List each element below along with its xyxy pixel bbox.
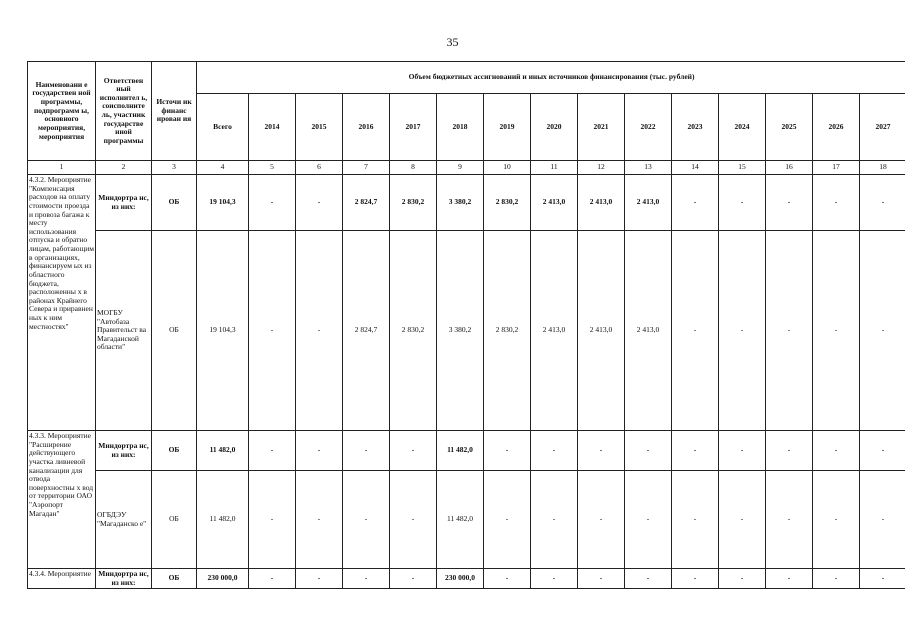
table-row: [28, 175, 905, 231]
header-volume: Объем бюджетных ассигнований и иных источников финансирования (тыс. рублей): [197, 62, 905, 94]
header-year: 2020: [531, 94, 578, 161]
value-cell: -: [249, 471, 296, 569]
value-cell: -: [484, 569, 531, 589]
header-year: 2019: [484, 94, 531, 161]
value-cell: -: [860, 569, 905, 589]
value-cell: 2 830,2: [484, 175, 531, 231]
value-cell: -: [672, 471, 719, 569]
value-cell: -: [625, 471, 672, 569]
value-cell: -: [296, 431, 343, 471]
value-cell: 2 413,0: [625, 175, 672, 231]
column-number: 11: [531, 161, 578, 175]
column-number: 4: [197, 161, 249, 175]
value-cell: -: [249, 231, 296, 431]
value-cell: -: [578, 471, 625, 569]
column-number: 12: [578, 161, 625, 175]
source-cell: ОБ: [152, 231, 197, 431]
value-cell: -: [249, 431, 296, 471]
value-cell: 2 413,0: [578, 231, 625, 431]
header-year: 2026: [813, 94, 860, 161]
value-cell: -: [672, 231, 719, 431]
value-cell: 11 482,0: [437, 471, 484, 569]
header-year: 2024: [719, 94, 766, 161]
value-cell: -: [531, 471, 578, 569]
table-row: [28, 569, 905, 589]
header-year: 2022: [625, 94, 672, 161]
source-cell: ОБ: [152, 569, 197, 589]
value-cell: -: [249, 175, 296, 231]
value-cell: -: [672, 569, 719, 589]
value-cell: 2 413,0: [531, 175, 578, 231]
value-cell: 11 482,0: [437, 431, 484, 471]
column-number: 17: [813, 161, 860, 175]
table-row: [28, 231, 905, 431]
value-cell: -: [390, 471, 437, 569]
source-cell: ОБ: [152, 431, 197, 471]
value-cell: 19 104,3: [197, 231, 249, 431]
value-cell: -: [390, 431, 437, 471]
value-cell: -: [343, 431, 390, 471]
value-cell: -: [531, 431, 578, 471]
header-year: 2015: [296, 94, 343, 161]
value-cell: 11 482,0: [197, 471, 249, 569]
column-number: 16: [766, 161, 813, 175]
value-cell: -: [296, 231, 343, 431]
value-cell: -: [719, 175, 766, 231]
column-number: 2: [96, 161, 152, 175]
value-cell: -: [343, 471, 390, 569]
value-cell: -: [296, 569, 343, 589]
header-year: 2025: [766, 94, 813, 161]
header-name: Наименовани е государствен ной программы, подпрограмм ы, основного мероприятия, мероприятия: [28, 62, 96, 161]
table-row: [28, 431, 905, 471]
responsible-cell: Миндортра нс, из них:: [96, 569, 152, 589]
measure-name: 4.3.2. Мероприятие "Компенсация расходов на оплату стоимости проезда и провоза багажа к месту использования отпуска и обратно лицам, работающим в организациях, финансируем ых из областного бюджета, расположенны х в районах Крайнего Севера и приравнен ных к ним местностях": [28, 175, 96, 431]
column-number: 15: [719, 161, 766, 175]
column-number: 13: [625, 161, 672, 175]
header-source: Источи ик финанс ирован ия: [152, 62, 197, 161]
column-number: 14: [672, 161, 719, 175]
measure-name: 4.3.4. Мероприятие: [28, 569, 96, 589]
value-cell: 2 824,7: [343, 175, 390, 231]
column-number: 9: [437, 161, 484, 175]
value-cell: -: [672, 431, 719, 471]
value-cell: -: [531, 569, 578, 589]
table-row: [28, 471, 905, 569]
value-cell: 2 830,2: [390, 175, 437, 231]
value-cell: -: [813, 569, 860, 589]
value-cell: -: [343, 569, 390, 589]
header-responsible: Ответствен ный исполнител ь, соисполните ль, участник государстве нной программы: [96, 62, 152, 161]
value-cell: 2 413,0: [531, 231, 578, 431]
column-number: 10: [484, 161, 531, 175]
header-year: 2021: [578, 94, 625, 161]
column-number: 6: [296, 161, 343, 175]
header-year: 2027: [860, 94, 905, 161]
value-cell: -: [296, 175, 343, 231]
value-cell: 2 830,2: [390, 231, 437, 431]
value-cell: -: [813, 431, 860, 471]
value-cell: 2 824,7: [343, 231, 390, 431]
value-cell: 230 000,0: [437, 569, 484, 589]
header-year: 2017: [390, 94, 437, 161]
header-year: 2023: [672, 94, 719, 161]
value-cell: 2 413,0: [578, 175, 625, 231]
value-cell: -: [766, 175, 813, 231]
value-cell: -: [484, 471, 531, 569]
value-cell: -: [766, 431, 813, 471]
header-year: 2014: [249, 94, 296, 161]
value-cell: 2 830,2: [484, 231, 531, 431]
header-year: 2016: [343, 94, 390, 161]
value-cell: -: [390, 569, 437, 589]
value-cell: -: [719, 231, 766, 431]
value-cell: -: [813, 175, 860, 231]
value-cell: 11 482,0: [197, 431, 249, 471]
value-cell: -: [860, 431, 905, 471]
responsible-cell: МОГБУ "Автобаза Правительст ва Магаданской области": [96, 231, 152, 431]
responsible-cell: Миндортра нс, из них:: [96, 175, 152, 231]
value-cell: -: [719, 471, 766, 569]
source-cell: ОБ: [152, 175, 197, 231]
value-cell: -: [296, 471, 343, 569]
value-cell: -: [625, 569, 672, 589]
financing-table: [27, 61, 905, 589]
value-cell: -: [860, 471, 905, 569]
column-number: 3: [152, 161, 197, 175]
value-cell: 3 380,2: [437, 231, 484, 431]
column-number: 18: [860, 161, 905, 175]
header-year: 2018: [437, 94, 484, 161]
value-cell: -: [249, 569, 296, 589]
value-cell: -: [578, 569, 625, 589]
value-cell: -: [766, 569, 813, 589]
column-number: 7: [343, 161, 390, 175]
value-cell: 230 000,0: [197, 569, 249, 589]
column-number: 1: [28, 161, 96, 175]
value-cell: -: [719, 569, 766, 589]
value-cell: -: [813, 231, 860, 431]
column-number: 8: [390, 161, 437, 175]
source-cell: ОБ: [152, 471, 197, 569]
responsible-cell: Миндортра нс, из них:: [96, 431, 152, 471]
column-number: 5: [249, 161, 296, 175]
value-cell: -: [813, 471, 860, 569]
responsible-cell: ОГБДЭУ "Магаданско е": [96, 471, 152, 569]
value-cell: -: [766, 231, 813, 431]
value-cell: -: [860, 175, 905, 231]
value-cell: -: [625, 431, 672, 471]
value-cell: 3 380,2: [437, 175, 484, 231]
value-cell: -: [672, 175, 719, 231]
value-cell: -: [860, 231, 905, 431]
value-cell: 2 413,0: [625, 231, 672, 431]
measure-name: 4.3.3. Мероприятие "Расширение действующего участка ливневой канализации для отвода поверхностны х вод от территории ОАО "Аэропорт Магадан": [28, 431, 96, 569]
page-number: 35: [446, 35, 459, 49]
value-cell: -: [484, 431, 531, 471]
value-cell: -: [766, 471, 813, 569]
header-total: Всего: [197, 94, 249, 161]
value-cell: -: [578, 431, 625, 471]
value-cell: 19 104,3: [197, 175, 249, 231]
value-cell: -: [719, 431, 766, 471]
